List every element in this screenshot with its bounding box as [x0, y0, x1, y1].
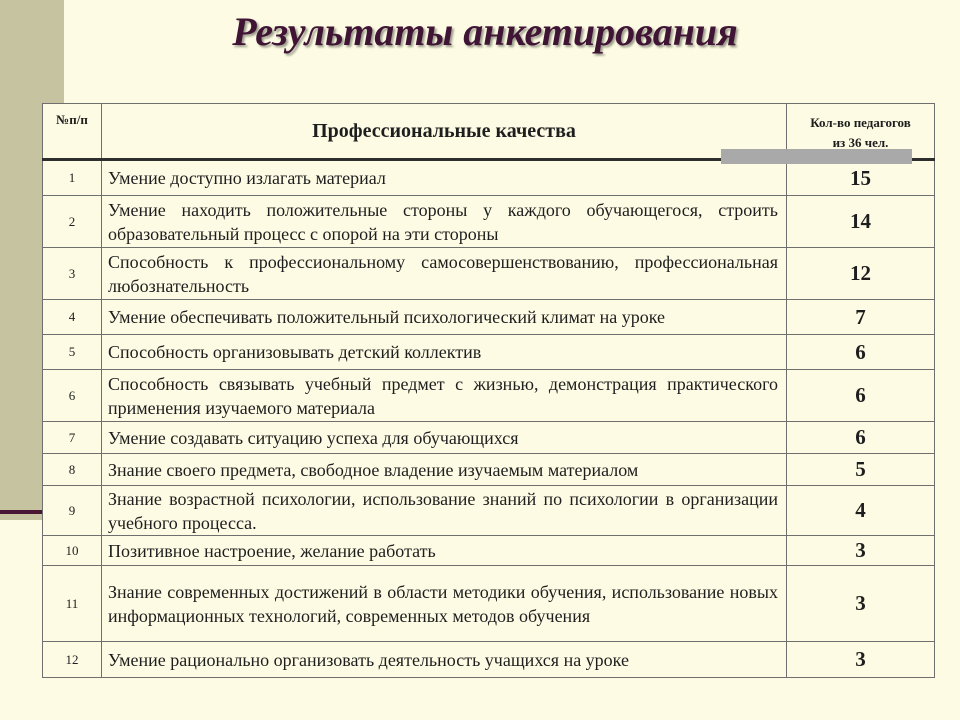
row-number: 3: [43, 248, 102, 300]
table-row: [43, 566, 935, 642]
row-quality: Умение создавать ситуацию успеха для обучающихся: [102, 422, 787, 454]
row-number: 6: [43, 370, 102, 422]
table-row: [43, 422, 935, 454]
survey-table-wrapper: [42, 103, 934, 678]
row-quality: Способность организовывать детский коллектив: [102, 335, 787, 370]
row-quality: Знание своего предмета, свободное владение изучаемым материалом: [102, 454, 787, 486]
row-quality: Умение рационально организовать деятельность учащихся на уроке: [102, 642, 787, 678]
survey-results-table: [42, 103, 935, 678]
header-number: №п/п: [43, 104, 102, 160]
table-row: [43, 536, 935, 566]
row-number: 7: [43, 422, 102, 454]
row-quality: Умение доступно излагать материал: [102, 160, 787, 196]
row-number: 4: [43, 300, 102, 335]
table-row: [43, 160, 935, 196]
row-quality: Способность к профессиональному самосовершенствованию, профессиональная любознательность: [102, 248, 787, 300]
row-count: 7: [787, 300, 935, 335]
row-count: 6: [787, 422, 935, 454]
row-quality: Позитивное настроение, желание работать: [102, 536, 787, 566]
row-quality: Знание возрастной психологии, использование знаний по психологии в организации учебного процесса.: [102, 486, 787, 536]
row-number: 11: [43, 566, 102, 642]
table-row: [43, 300, 935, 335]
row-count: 12: [787, 248, 935, 300]
row-quality: Умение обеспечивать положительный психологический климат на уроке: [102, 300, 787, 335]
row-number: 10: [43, 536, 102, 566]
table-row: [43, 454, 935, 486]
row-count: 15: [787, 160, 935, 196]
header-count-line1: Кол-во педагогов: [810, 114, 911, 130]
row-count: 3: [787, 566, 935, 642]
header-quality: Профессиональные качества: [102, 104, 787, 160]
row-count: 5: [787, 454, 935, 486]
page-title: Результаты анкетирования: [232, 9, 738, 54]
header-count-line2: из 36 чел.: [832, 134, 889, 150]
row-number: 12: [43, 642, 102, 678]
table-row: [43, 248, 935, 300]
row-quality: Способность связывать учебный предмет с жизнью, демонстрация практического применения изучаемого материала: [102, 370, 787, 422]
table-row: [43, 486, 935, 536]
table-row: [43, 370, 935, 422]
header-count: [787, 104, 935, 160]
table-row: [43, 335, 935, 370]
row-quality: Умение находить положительные стороны у каждого обучающегося, строить образовательный процесс с опорой на эти стороны: [102, 196, 787, 248]
row-count: 6: [787, 370, 935, 422]
table-row: [43, 196, 935, 248]
table-header-row: [43, 104, 935, 160]
row-number: 2: [43, 196, 102, 248]
row-count: 6: [787, 335, 935, 370]
row-count: 4: [787, 486, 935, 536]
row-number: 1: [43, 160, 102, 196]
row-number: 9: [43, 486, 102, 536]
table-row: [43, 642, 935, 678]
row-number: 5: [43, 335, 102, 370]
row-quality: Знание современных достижений в области методики обучения, использование новых информационных технологий, современных методов обучения: [102, 566, 787, 642]
row-count: 3: [787, 536, 935, 566]
row-count: 3: [787, 642, 935, 678]
row-number: 8: [43, 454, 102, 486]
row-count: 14: [787, 196, 935, 248]
